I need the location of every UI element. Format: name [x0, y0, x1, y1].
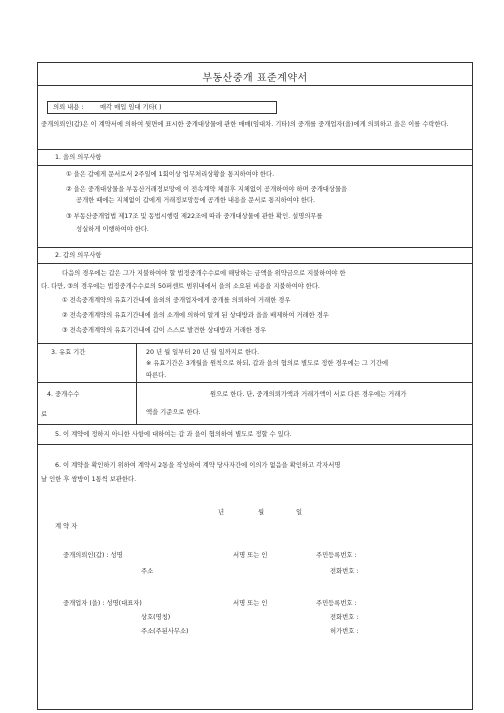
agent-id: 주민등록번호 : [316, 600, 357, 607]
date-day: 일 [296, 509, 303, 516]
section1-item: ① 을은 갑에게 문서로서 2주일에 1회이상 업무처리상황을 통지하여야 한다. [66, 171, 275, 178]
section6-text: 날 인한 후 쌍방이 1통씩 보관한다. [41, 476, 137, 483]
divider [38, 247, 472, 248]
section1-item: ② 을은 중개대상물을 부동산거래정보망에 이 전속계약 체결후 지체없이 공개하여야 하며 중개대상물을 [66, 186, 348, 193]
divider [38, 382, 472, 383]
client-address: 주소 [141, 568, 154, 575]
column-divider [136, 382, 137, 424]
client-id: 주민등록번호 : [316, 552, 357, 559]
divider [38, 424, 472, 425]
title-divider [38, 85, 472, 86]
section5-text: 5. 이 계약에 정하지 아니한 사항에 대하여는 갑 과 을이 협의하여 별도로 정할 수 있다. [55, 431, 292, 438]
request-options: 매각 매입 임대 기타( ) [100, 104, 162, 111]
fee-text: 원으로 한다. 단, 중개의뢰가액과 거래가액이 서로 다른 경우에는 거래가 [210, 391, 407, 398]
contract-page [37, 62, 473, 710]
agent-company: 상호(명칭) [141, 614, 171, 621]
section4-label: 4. 중개수수 [47, 391, 80, 398]
request-box [47, 101, 277, 114]
section3-label: 3. 유효 기간 [51, 349, 86, 356]
section1-heading: 1. 을의 의무사항 [55, 154, 102, 161]
divider [38, 165, 472, 166]
client-sign: 서명 또는 인 [233, 552, 268, 559]
intro-paragraph: 중개의뢰인(갑)은 이 계약서에 의하여 뒷면에 표시한 중개대상물에 관한 매매(임대차. 기타)의 중개를 중개업자(을)에게 의뢰하고 을은 이를 수락한다. [41, 121, 449, 128]
section2-item: ③ 전속중개계약의 유효기간내에 갑이 스스로 발견한 상대방과 거래한 경우 [62, 327, 267, 334]
agent-office: 주소(주된사무소) [141, 628, 189, 635]
section2-heading: 2. 갑의 의무사항 [55, 252, 102, 259]
agent-role: 중개업자 (을) : 성명(대표자) [63, 600, 142, 607]
section4-label: 료 [41, 411, 48, 418]
date-year: 년 [218, 509, 225, 516]
divider [38, 343, 472, 344]
agent-sign: 서명 또는 인 [233, 600, 268, 607]
client-role: 중개의뢰인(갑) : 성명 [63, 552, 123, 559]
validity-note: 따른다. [146, 372, 167, 379]
page-title: 부동산중개 표준계약서 [202, 73, 308, 84]
date-month: 월 [258, 509, 265, 516]
section1-item: 성실하게 이행하여야 한다. [76, 226, 149, 233]
validity-period: 20 년 월 일부터 20 년 월 일까지로 한다. [146, 349, 260, 356]
parties-heading: 계 약 자 [55, 523, 78, 530]
agent-license: 허가번호 : [330, 628, 359, 635]
section2-item: ② 전속중개계약의 유효기간내에 을의 소개에 의하여 알게 된 상대방과 을을 배제하여 거래한 경우 [62, 312, 329, 319]
divider [38, 444, 472, 445]
divider [38, 263, 472, 264]
section2-item: ① 전속중개계약의 유효기간내에 을외의 중개업자에게 중개를 의뢰하여 거래한 경우 [62, 297, 291, 304]
section6-text: 6. 이 계약을 확인하기 위하여 계약서 2통을 작성하여 계약 당사자간에 이의가 없음을 확인하고 각자서명 [55, 462, 341, 469]
section1-item: 공개한 때에는 지체없이 갑에게 거래정보망등에 공개한 내용을 문서로 통지하여야 한다. [76, 197, 315, 204]
section2-paragraph: 다. 다만, ③의 경우에는 법정중개수수료의 50퍼센트 범위내에서 을의 소요된 비용을 지불하여야 한다. [41, 283, 320, 290]
column-divider [136, 343, 137, 382]
divider [38, 149, 472, 150]
client-phone: 전화번호 : [330, 568, 359, 575]
section2-paragraph: 다음의 경우에는 갑은 그가 지불하여야 할 법정중개수수료에 해당하는 금액을 위약금으로 지불하여야 한 [62, 270, 346, 277]
validity-note: ※ 유효기간은 3개월을 원칙으로 하되, 갑과 을의 협의로 별도로 정한 경우에는 그 기간에 [146, 360, 389, 367]
request-label: 의뢰 내용 : [53, 104, 84, 111]
section1-item: ③ 부동산중개업법 제17조 및 동법시행령 제22조에 따라 중개대상물에 관한 확인. 설명의무를 [66, 213, 323, 220]
agent-phone: 전화번호 : [330, 614, 359, 621]
fee-text: 액을 기준으로 한다. [146, 409, 201, 416]
